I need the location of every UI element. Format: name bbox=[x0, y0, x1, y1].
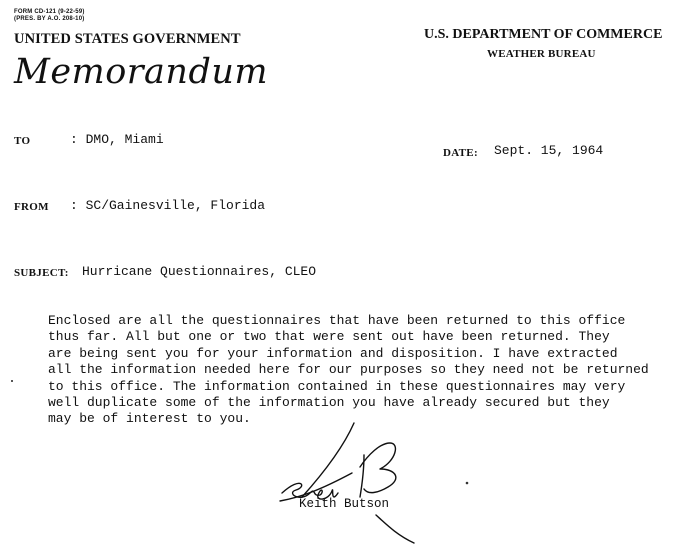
from-label: FROM bbox=[14, 201, 49, 213]
ink-speck bbox=[466, 482, 469, 485]
form-authority-line: (PRES. BY A.O. 208-10) bbox=[14, 16, 85, 22]
subject-value: Hurricane Questionnaires, CLEO bbox=[82, 264, 317, 279]
from-value: : SC/Gainesville, Florida bbox=[70, 198, 266, 213]
to-value: : DMO, Miami bbox=[70, 132, 164, 147]
date-value: Sept. 15, 1964 bbox=[494, 143, 604, 158]
body-line: to this office. The information contained in these questionnaires may very bbox=[48, 378, 626, 394]
date-label: DATE: bbox=[443, 147, 478, 159]
bureau-heading: WEATHER BUREAU bbox=[487, 48, 596, 60]
body-line: may be of interest to you. bbox=[48, 411, 251, 427]
form-number-line: FORM CD-121 (9-22-59) bbox=[14, 9, 85, 15]
body-line: thus far. All but one or two that were sent out have been returned. They bbox=[48, 329, 610, 345]
government-heading: UNITED STATES GOVERNMENT bbox=[14, 31, 241, 47]
memo-title: Memorandum bbox=[14, 52, 269, 92]
body-line: Enclosed are all the questionnaires that have been returned to this office bbox=[48, 313, 626, 328]
body-line: all the information needed here for our purposes so they need not be returned bbox=[48, 362, 649, 378]
signer-name: Keith Butson bbox=[299, 497, 390, 511]
body-line: are being sent you for your information and disposition. I have extracted bbox=[48, 345, 618, 361]
body-line: well duplicate some of the information you have already secured but they bbox=[48, 395, 610, 411]
to-label: TO bbox=[14, 135, 31, 147]
subject-label: SUBJECT: bbox=[14, 267, 69, 279]
ink-speck bbox=[11, 380, 13, 382]
department-heading: U.S. DEPARTMENT OF COMMERCE bbox=[424, 27, 663, 42]
